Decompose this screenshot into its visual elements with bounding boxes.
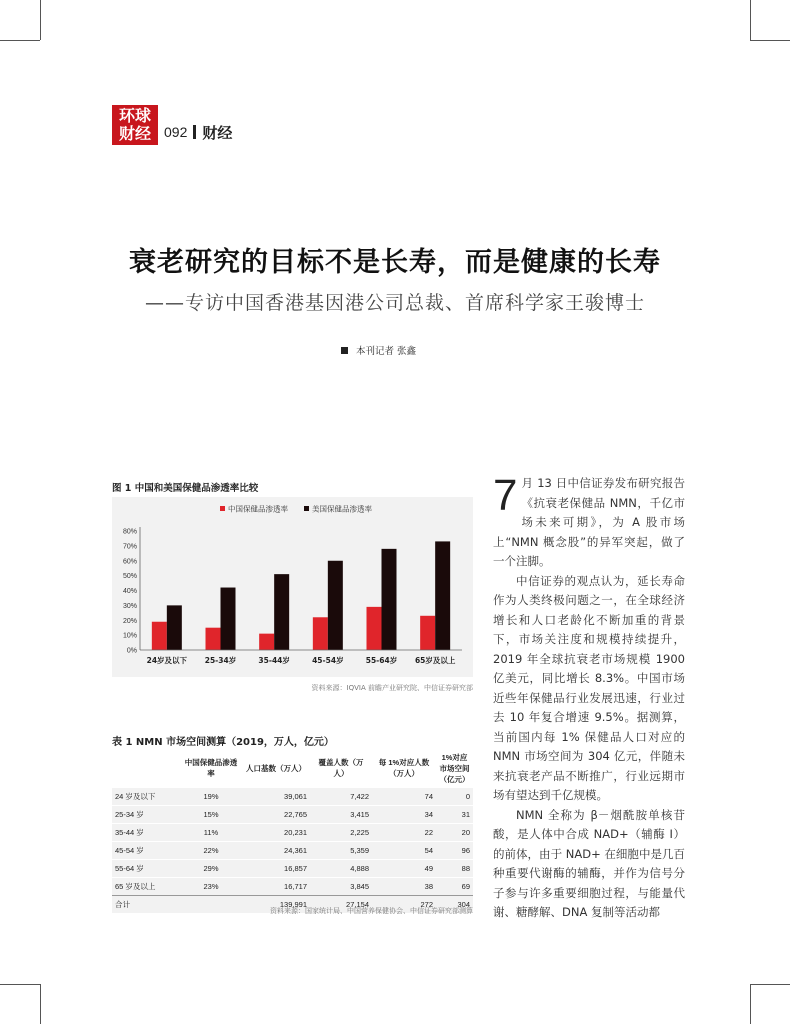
header-divider	[193, 125, 196, 139]
table-title: 表 1 NMN 市场空间测算（2019，万人，亿元）	[112, 737, 334, 748]
table-cell: 45-54 岁	[112, 842, 180, 860]
x-tick-label: 25-34岁	[204, 656, 237, 665]
table-cell: 88	[436, 860, 473, 878]
article-title: 衰老研究的目标不是长寿，而是健康的长寿	[129, 247, 661, 278]
table-cell: 65 岁及以上	[112, 878, 180, 896]
table-cell: 22,765	[242, 806, 310, 824]
table-header-cell: 覆盖人数（万人）	[310, 749, 372, 788]
bar	[152, 622, 167, 650]
table-cell: 39,061	[242, 788, 310, 806]
legend-swatch	[304, 506, 309, 511]
y-tick-label: 10%	[122, 632, 137, 640]
table-cell: 20,231	[242, 824, 310, 842]
table-header-row	[112, 749, 473, 788]
table-cell: 29%	[180, 860, 242, 878]
crop-mark	[0, 984, 40, 985]
crop-mark	[750, 984, 790, 985]
article-subtitle: ——专访中国香港基因港公司总裁、首席科学家王骏博士	[144, 292, 645, 314]
table-cell: 3,415	[310, 806, 372, 824]
logo-line2: 财经	[118, 124, 151, 143]
table-cell: 4,888	[310, 860, 372, 878]
table-cell: 38	[372, 878, 436, 896]
table-cell: 19%	[180, 788, 242, 806]
legend-label: 美国保健品渗透率	[312, 504, 372, 514]
table-cell: 15%	[180, 806, 242, 824]
table-cell: 24,361	[242, 842, 310, 860]
crop-mark	[0, 40, 40, 41]
table-row	[112, 860, 473, 878]
table-cell: 272	[372, 896, 436, 914]
table-cell: 24 岁及以下	[112, 788, 180, 806]
byline-text: 本刊记者 张鑫	[356, 346, 417, 357]
magazine-logo	[112, 105, 158, 145]
table-row	[112, 842, 473, 860]
table-header-cell: 1%对应市场空间（亿元）	[436, 749, 473, 788]
y-tick-label: 0%	[126, 647, 137, 655]
table-row	[112, 824, 473, 842]
table-cell: 7,422	[310, 788, 372, 806]
table-cell: 27,154	[310, 896, 372, 914]
x-tick-label: 35-44岁	[258, 656, 290, 665]
table-row	[112, 788, 473, 806]
y-tick-label: 60%	[122, 558, 137, 566]
table-source: 资料来源：国家统计局、中国营养保健协会、中信证券研究部测算	[270, 907, 473, 915]
table-cell: 55-64 岁	[112, 860, 180, 878]
y-tick-label: 80%	[122, 528, 137, 536]
section-name: 财经	[202, 123, 233, 142]
byline-square-icon	[341, 347, 348, 354]
bar	[221, 588, 236, 650]
bar	[313, 617, 328, 650]
crop-mark	[40, 0, 41, 40]
table-header-cell	[112, 749, 180, 788]
bar	[259, 634, 274, 650]
bar	[435, 541, 450, 650]
body-paragraph-text: 月 13 日中信证券发布研究报告《抗衰老保健品 NMN，千亿市场未来可期》，为 A 股市场上“NMN 概念股”的异军突起，做了一个注脚。	[493, 476, 685, 568]
table-header-cell: 中国保健品渗透率	[180, 749, 242, 788]
table-cell: 35-44 岁	[112, 824, 180, 842]
nmn-market-table	[112, 749, 473, 913]
table-row	[112, 806, 473, 824]
table-row	[112, 878, 473, 896]
crop-mark	[40, 984, 41, 1024]
article-body	[493, 471, 685, 923]
y-tick-label: 50%	[122, 573, 137, 581]
table-cell: 16,857	[242, 860, 310, 878]
figure-title: 图 1 中国和美国保健品渗透率比较	[112, 483, 259, 494]
bar-chart	[112, 497, 473, 677]
table-cell: 49	[372, 860, 436, 878]
logo-line1: 环球	[118, 106, 151, 125]
page-number: 092	[164, 124, 188, 140]
crop-mark	[750, 40, 790, 41]
y-tick-label: 70%	[122, 543, 137, 551]
table-cell: 23%	[180, 878, 242, 896]
table-cell: 11%	[180, 824, 242, 842]
table-cell: 16,717	[242, 878, 310, 896]
chart-panel	[112, 497, 473, 677]
table-cell: 69	[436, 878, 473, 896]
figure-source: 资料来源：IQVIA 前瞻产业研究院、中信证券研究部	[311, 684, 473, 692]
table-cell: 合计	[112, 896, 180, 914]
x-tick-label: 65岁及以上	[414, 656, 456, 665]
table-cell: 22%	[180, 842, 242, 860]
table-cell: 22	[372, 824, 436, 842]
x-tick-label: 55-64岁	[365, 656, 398, 665]
body-paragraph: NMN 全称为 β－烟酰胺单核苷酸，是人体中合成 NAD+（辅酶 I）的前体，由于 NAD+ 在细胞中是几百种重要代谢酶的辅酶，并作为信号分子参与许多重要细胞过程，与能量代谢、糖酵解、DNA 复制等活动都	[493, 807, 685, 919]
bar	[274, 574, 289, 650]
table-cell: 74	[372, 788, 436, 806]
bar	[367, 607, 382, 650]
bar	[420, 616, 435, 650]
table-cell: 3,845	[310, 878, 372, 896]
table-cell: 2,225	[310, 824, 372, 842]
drop-cap: 7	[493, 471, 518, 520]
y-tick-label: 20%	[122, 617, 137, 625]
table-cell: 34	[372, 806, 436, 824]
bar	[328, 561, 343, 650]
x-tick-label: 45-54岁	[312, 656, 344, 665]
table-cell: 0	[436, 788, 473, 806]
body-paragraph	[493, 471, 685, 572]
legend-label: 中国保健品渗透率	[228, 504, 288, 514]
page-header	[112, 105, 232, 145]
bar	[167, 605, 182, 650]
table-cell: 31	[436, 806, 473, 824]
bar	[382, 549, 397, 650]
table-cell: 25-34 岁	[112, 806, 180, 824]
byline	[341, 343, 416, 357]
table-cell: 5,359	[310, 842, 372, 860]
x-tick-label: 24岁及以下	[146, 656, 188, 665]
table-cell: 139,991	[242, 896, 310, 914]
y-tick-label: 30%	[122, 602, 137, 610]
crop-mark	[750, 984, 751, 1024]
crop-mark	[750, 0, 751, 40]
bar	[206, 628, 221, 650]
body-paragraph: 中信证券的观点认为，延长寿命作为人类终极问题之一，在全球经济增长和人口老龄化不断加重的背景下，市场关注度和规模持续提升，2019 年全球抗衰老市场规模 1900 亿美元，同比增长 8.3%。中国市场近些年保健品行业发展迅速，行业过去 10 年复合增速 9.5%。据测算，当前国内每 1% 保健品人口对应的 NMN 市场空间为 304 亿元，伴随未来抗衰老产品不断推广，行业远期市场有望达到千亿规模。	[493, 573, 685, 802]
table-cell: 304	[436, 896, 473, 914]
y-tick-label: 40%	[122, 588, 137, 595]
table-cell: 20	[436, 824, 473, 842]
table-cell: 96	[436, 842, 473, 860]
table-header-cell: 每 1%对应人数（万人）	[372, 749, 436, 788]
table-cell: 54	[372, 842, 436, 860]
legend-swatch	[220, 506, 225, 511]
table-header-cell: 人口基数（万人）	[242, 749, 310, 788]
